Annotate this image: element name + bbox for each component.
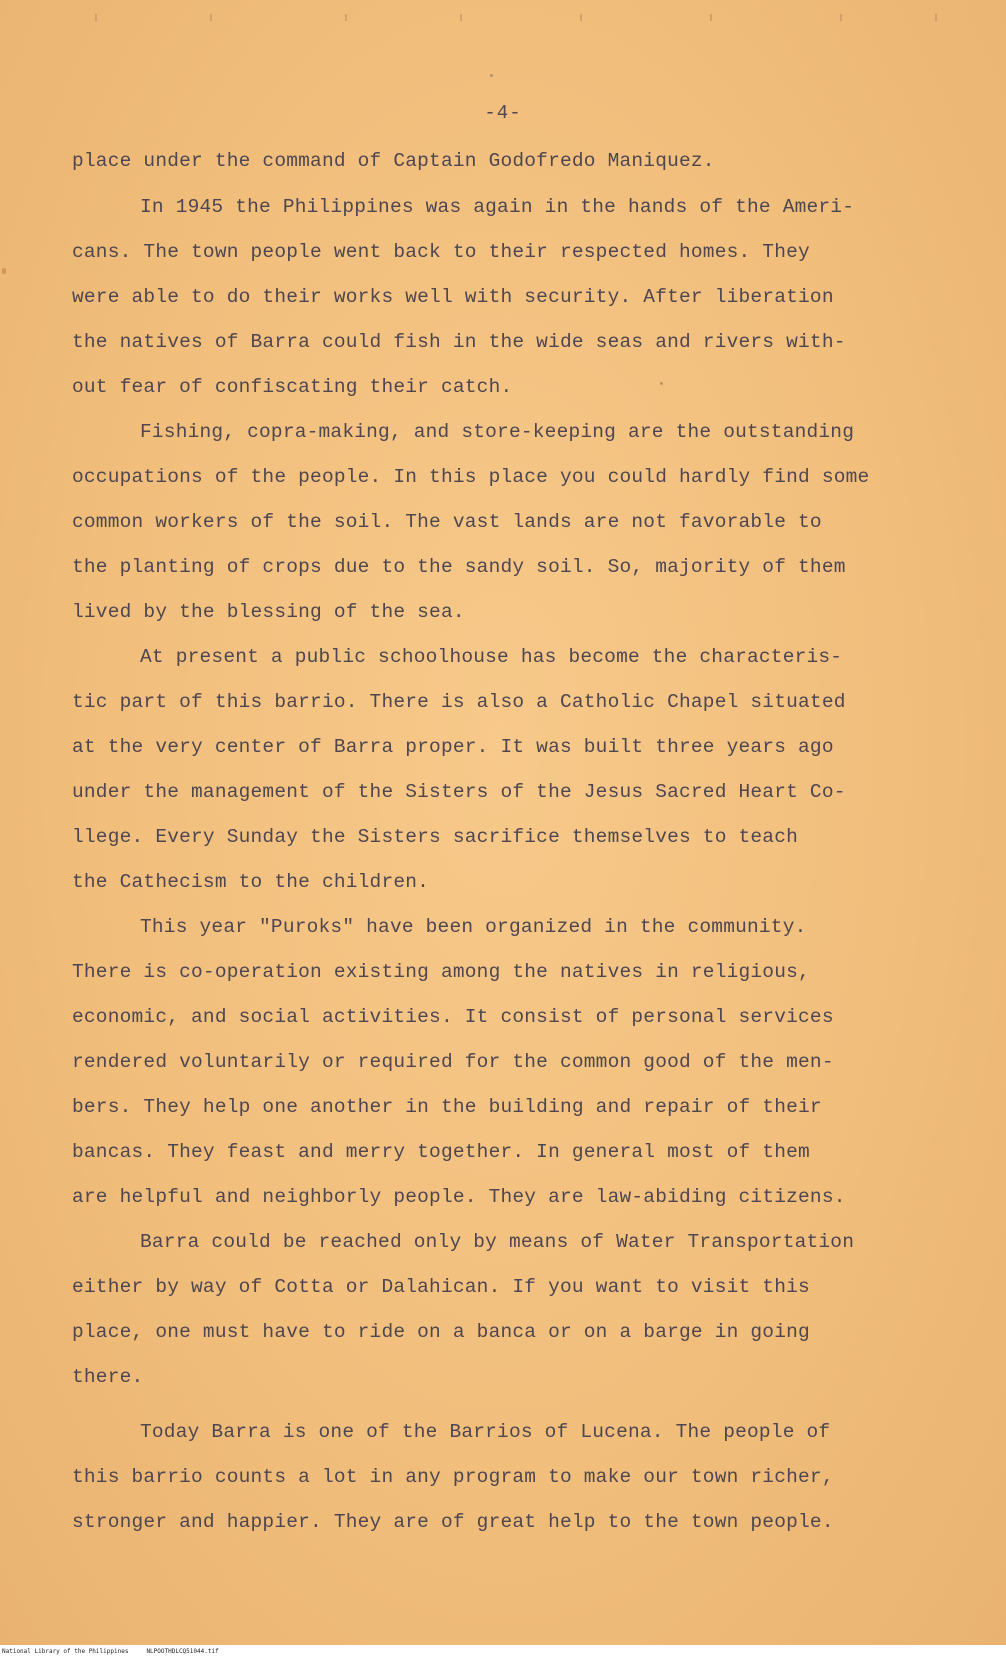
text-line: under the management of the Sisters of the Jesus Sacred Heart Co- (72, 781, 846, 803)
edge-tick (840, 14, 842, 21)
ink-speck (490, 74, 493, 77)
text-line: the planting of crops due to the sandy soil. So, majority of them (72, 556, 846, 578)
text-line: occupations of the people. In this place you could hardly find some (72, 466, 870, 488)
text-line: the Cathecism to the children. (72, 871, 430, 893)
edge-tick (580, 14, 582, 21)
ink-speck (660, 382, 663, 385)
edge-tick (935, 14, 937, 21)
edge-tick (95, 14, 97, 21)
library-label: National Library of the Philippines (2, 1648, 129, 1655)
edge-tick (210, 14, 212, 21)
text-line: bers. They help one another in the building and repair of their (72, 1096, 822, 1118)
text-line: place under the command of Captain Godofredo Maniquez. (72, 150, 715, 172)
text-line: In 1945 the Philippines was again in the hands of the Ameri- (140, 196, 855, 218)
edge-tick (345, 14, 347, 21)
text-line: This year "Puroks" have been organized in the community. (140, 916, 807, 938)
text-line: common workers of the soil. The vast lands are not favorable to (72, 511, 822, 533)
edge-tick (710, 14, 712, 21)
text-line: economic, and social activities. It consist of personal services (72, 1006, 834, 1028)
edge-tick (460, 14, 462, 21)
text-line: out fear of confiscating their catch. (72, 376, 513, 398)
text-line: There is co-operation existing among the natives in religious, (72, 961, 810, 983)
page-number: -4- (484, 102, 522, 124)
text-line: Today Barra is one of the Barrios of Lucena. The people of (140, 1421, 831, 1443)
text-line: place, one must have to ride on a banca or on a barge in going (72, 1321, 810, 1343)
text-line: are helpful and neighborly people. They are law-abiding citizens. (72, 1186, 846, 1208)
text-line: Barra could be reached only by means of Water Transportation (140, 1231, 855, 1253)
text-line: bancas. They feast and merry together. In general most of them (72, 1141, 810, 1163)
text-line: there. (72, 1366, 144, 1388)
text-line: were able to do their works well with security. After liberation (72, 286, 834, 308)
paper-stain (2, 268, 6, 274)
text-line: tic part of this barrio. There is also a Catholic Chapel situated (72, 691, 846, 713)
text-line: rendered voluntarily or required for the common good of the men- (72, 1051, 834, 1073)
text-line: Fishing, copra-making, and store-keeping are the outstanding (140, 421, 855, 443)
text-line: either by way of Cotta or Dalahican. If you want to visit this (72, 1276, 810, 1298)
scan-footer (0, 1645, 1006, 1658)
text-line: at the very center of Barra proper. It was built three years ago (72, 736, 834, 758)
text-line: the natives of Barra could fish in the wide seas and rivers with- (72, 331, 846, 353)
text-line: cans. The town people went back to their respected homes. They (72, 241, 810, 263)
text-line: At present a public schoolhouse has become the characteris- (140, 646, 843, 668)
file-id-label: NLPOOTHDLCQ51044.tif (146, 1648, 219, 1655)
text-line: stronger and happier. They are of great help to the town people. (72, 1511, 834, 1533)
text-line: lived by the blessing of the sea. (72, 601, 465, 623)
text-line: llege. Every Sunday the Sisters sacrifice themselves to teach (72, 826, 799, 848)
text-line: this barrio counts a lot in any program to make our town richer, (72, 1466, 834, 1488)
